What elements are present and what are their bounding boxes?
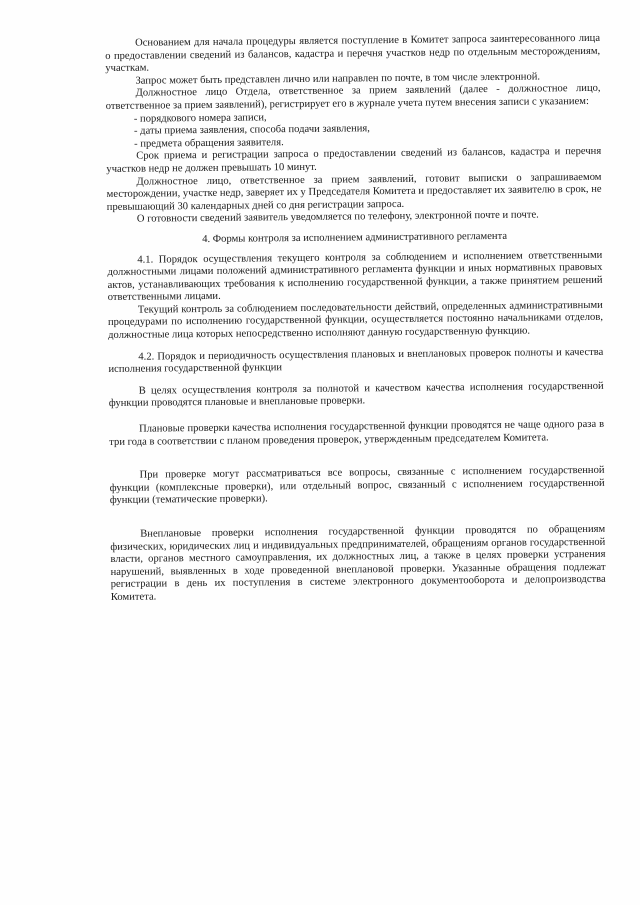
section-heading: 4. Формы контроля за исполнением административного регламента: [202, 230, 508, 245]
paragraph-unplanned-inspections: Внеплановые проверки исполнения государственной функции проводятся по обращениям физических, юридических лиц и индивидуальных предпринимателей, обращениям органов государственной власти, органов местного самоуправления, их должностных лиц, а также в целях проверки устранения нарушений, выявленных в ходе проведенной внеплановой проверки. Указанные обращения подлежат регистрации в день их поступления в системе электронного документооборота и делопроизводства Комитета.: [110, 523, 606, 603]
paragraph-control-purpose: В целях осуществления контроля за полнотой и качеством качества исполнения государственной функции проводятся плановые и внеплановые проверки.: [108, 380, 604, 410]
paragraph-current-control: 4.1. Порядок осуществления текущего контроля за соблюдением и исполнением ответственными должностными лицами положений административного регламента функции и иных нормативных правовых актов, устанавливающих требования к исполнению государственной функции, а также принятием решений ответственными лицами.: [107, 249, 603, 304]
paragraph-inspections-order: 4.2. Порядок и периодичность осуществления плановых и внеплановых проверок полноты и качества исполнения государственной функции: [108, 346, 604, 376]
paragraph-current-control-detail: Текущий контроль за соблюдением последовательности действий, определенных административными процедурами по исполнению государственной функции, осуществляется постоянно начальниками отделов, должностные лица которых непосредственно исполняют данную государственную функцию.: [107, 299, 604, 342]
paragraph-inspection-scope: При проверке могут рассматриваться все вопросы, связанные с исполнением государственной функции (комплексные проверки), или отдельный вопрос, связанный с исполнением государственной функции (тематические проверки).: [109, 465, 605, 507]
paragraph-extracts: Должностное лицо, ответственное за прием заявлений, готовит выписки о запрашиваемом месторождении, участке недр, заверяет их у Председателя Комитета и предоставляет их заявителю в срок, не превышающий 30 календарных дней со дня регистрации запроса.: [106, 171, 602, 213]
paragraph-basis: Основанием для начала процедуры является поступление в Комитет запроса заинтересованного лица о предоставлении сведений из балансов, кадастра и перечня участков недр по отдельным месторождениям, участкам.: [105, 32, 601, 75]
document-body: [105, 33, 606, 605]
list-item: - предмета обращения заявителя.: [134, 136, 284, 150]
paragraph-deadline: Срок приема и регистрации запроса о предоставлении сведений из балансов, кадастра и перечня участков недр не должен превышать 10 минут.: [106, 146, 602, 175]
paragraph-registration: Должностное лицо Отдела, ответственное за прием заявлений (далее - должностное лицо, ответственное за прием заявлений), регистрирует его в журнале учета путем внесения записи с указанием:: [105, 83, 601, 112]
paragraph-notification: О готовности сведений заявитель уведомляется по телефону, электронной почте и почте.: [136, 209, 539, 225]
paragraph-request-submission: Запрос может быть представлен лично или направлен по почте, в том числе электронной.: [135, 71, 541, 87]
list-item: - даты приема заявления, способа подачи заявления,: [133, 123, 370, 137]
paragraph-planned-inspections: Плановые проверки качества исполнения государственной функции проводятся не чаще одного раза в три года в соответствии с планом проведения проверок, утвержденным председателем Комитета.: [109, 418, 605, 448]
list-item: - порядкового номера записи,: [133, 111, 267, 125]
